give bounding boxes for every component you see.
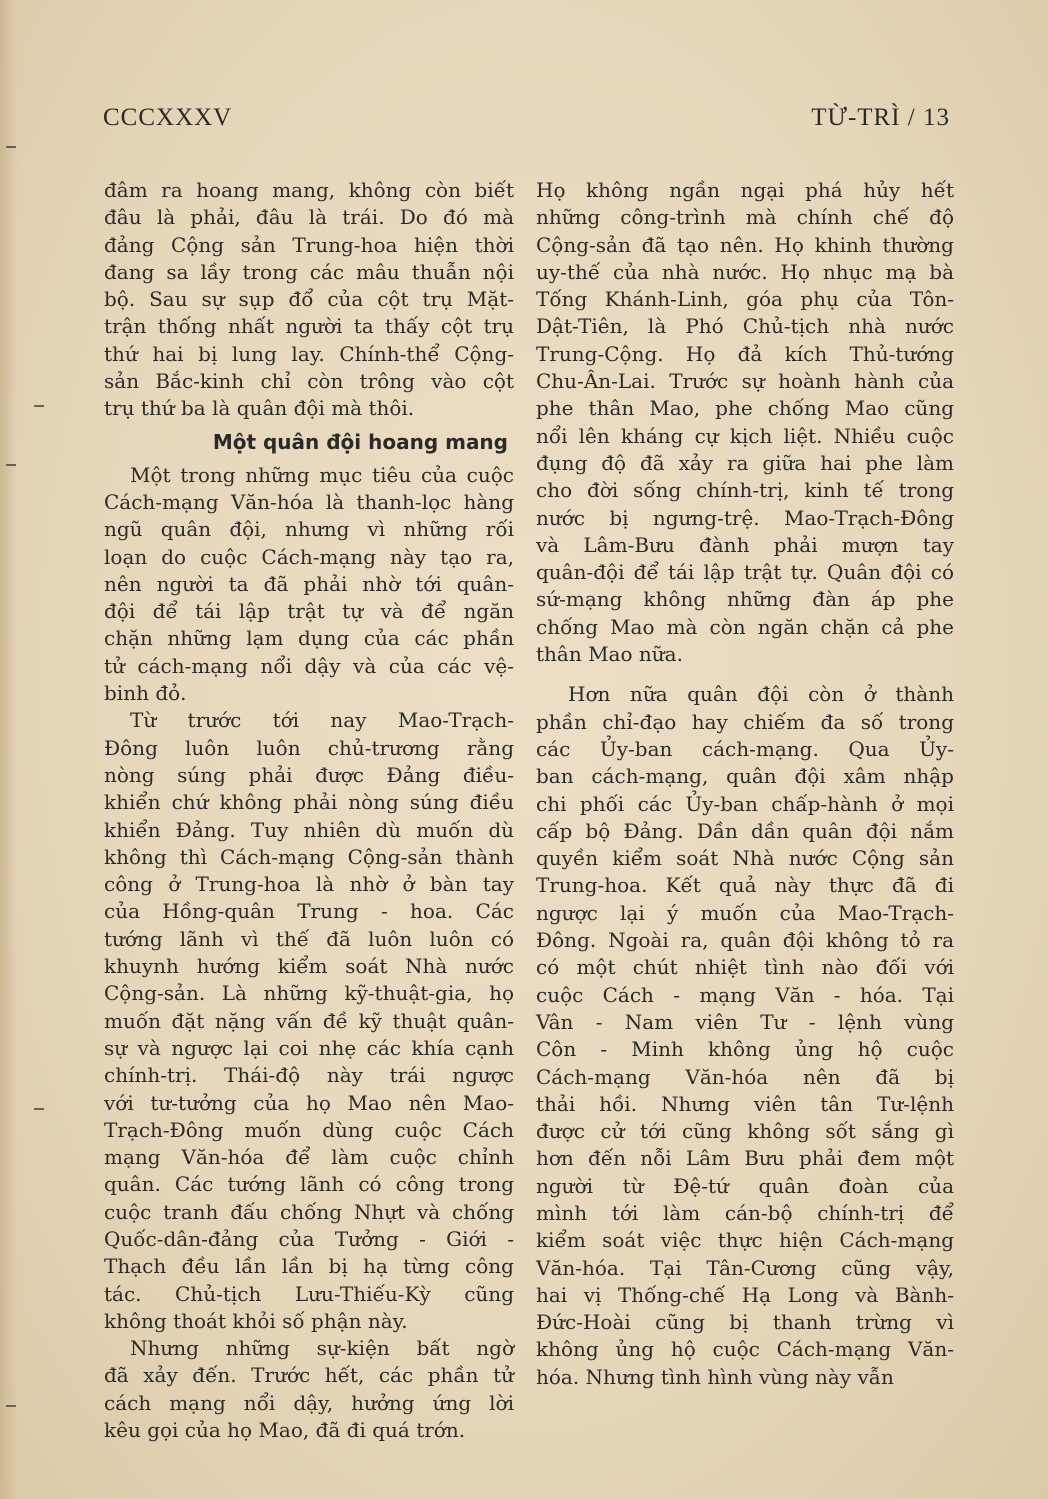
text-line: sản Bắc-kinh chỉ còn trông vào cột — [104, 369, 514, 394]
text-line: khiển chứ không phải nòng súng điều — [104, 790, 514, 815]
text-line: tử cách-mạng nổi dậy và của các vệ- — [104, 653, 514, 678]
text-line: loạn do cuộc Cách-mạng này tạo ra, — [104, 544, 514, 569]
text-line: chính-trị. Thái-độ này trái ngược — [104, 1063, 514, 1088]
text-line: các Ủy-ban cách-mạng. Qua Ủy- — [536, 736, 954, 761]
text-line: hơn đến nỗi Lâm Bưu phải đem một — [536, 1146, 954, 1171]
text-line: Thạch đều lần lần bị hạ từng công — [104, 1254, 514, 1279]
text-line: nổi lên kháng cự kịch liệt. Nhiều cuộc — [536, 423, 954, 448]
text-line: binh đỏ. — [104, 681, 187, 706]
margin-mark — [6, 1405, 16, 1407]
text-line: mạng Văn-hóa để làm cuộc chỉnh — [104, 1145, 514, 1170]
text-line: Tống Khánh-Linh, góa phụ của Tôn- — [536, 287, 954, 312]
text-line: sứ-mạng không những đàn áp phe — [536, 587, 954, 612]
margin-mark — [34, 1108, 44, 1110]
text-line: người từ Đệ-tứ quân đoàn của — [536, 1173, 954, 1198]
text-line: Đức-Hoài cũng bị thanh trừng vì — [536, 1310, 954, 1335]
running-header — [103, 104, 950, 138]
page-edge-shadow — [0, 0, 18, 1499]
text-line: Văn-hóa. Tại Tân-Cương cũng vậy, — [536, 1255, 954, 1280]
text-line: thải hồi. Nhưng viên tân Tư-lệnh — [536, 1091, 954, 1116]
text-line: với tư-tưởng của họ Mao nên Mao- — [104, 1090, 514, 1115]
text-line: sự và ngược lại coi nhẹ các khía cạnh — [104, 1035, 514, 1060]
text-line: kiểm soát việc thực hiện Cách-mạng — [536, 1228, 954, 1253]
text-line: Cách-mạng Văn-hóa nên đã bị — [536, 1064, 954, 1089]
text-line: chi phối các Ủy-ban chấp-hành ở mọi — [536, 791, 954, 816]
text-line: Đông. Ngoài ra, quân đội không tỏ ra — [536, 928, 954, 953]
text-line: của Hồng-quân Trung - hoa. Các — [104, 899, 514, 924]
text-line: Hơn nữa quân đội còn ở thành — [568, 682, 954, 707]
text-line: công ở Trung-hoa là nhờ ở bàn tay — [104, 872, 514, 897]
text-line: kêu gọi của họ Mao, đã đi quá trớn. — [104, 1418, 466, 1443]
text-line: nòng súng phải được Đảng điều- — [104, 762, 514, 787]
text-line: phe thân Mao, phe chống Mao cũng — [536, 396, 954, 421]
text-line: Họ không ngần ngại phá hủy hết — [536, 178, 954, 202]
text-line: hóa. Nhưng tình hình vùng này vẫn — [536, 1364, 894, 1389]
chapter-number: CCCXXXV — [103, 104, 233, 131]
text-line: chống Mao mà còn ngăn chặn cả phe — [536, 614, 954, 639]
text-line: thân Mao nữa. — [536, 642, 683, 667]
text-line: đảng Cộng sản Trung-hoa hiện thời — [104, 232, 514, 257]
text-line: ngũ quân đội, nhưng vì những rối — [104, 517, 514, 542]
margin-mark — [6, 464, 16, 466]
text-line: quân. Các tướng lãnh có công trong — [104, 1172, 514, 1197]
text-line: đâm ra hoang mang, không còn biết — [104, 178, 514, 202]
text-line: trụ thứ ba là quân đội mà thôi. — [104, 396, 415, 421]
text-line: Vân - Nam viên Tư - lệnh vùng — [536, 1009, 954, 1034]
text-line: quân-đội để tái lập trật tự. Quân đội có — [536, 560, 954, 585]
text-line: cách mạng nổi dậy, hưởng ứng lời — [104, 1390, 514, 1415]
text-line: Côn - Minh không ủng hộ cuộc — [536, 1037, 954, 1062]
text-line: Trung-hoa. Kết quả này thực đã đi — [536, 873, 954, 898]
text-line: và Lâm-Bưu đành phải mượn tay — [536, 532, 954, 557]
text-line: khuynh hướng kiểm soát Nhà nước — [104, 954, 514, 979]
text-line: có một chút nhiệt tình nào đối với — [536, 955, 954, 980]
section-heading: Một quân đội hoang mang — [212, 429, 508, 454]
text-line: bộ. Sau sự sụp đổ của cột trụ Mặt- — [104, 287, 514, 312]
text-line: phần chỉ-đạo hay chiếm đa số trong — [536, 709, 954, 734]
text-line: nên người ta đã phải nhờ tới quân- — [104, 571, 514, 596]
text-line: Đông luôn luôn chủ-trương rằng — [104, 735, 514, 760]
left-column — [104, 177, 514, 1444]
text-line: cấp bộ Đảng. Dần dần quân đội nắm — [536, 818, 954, 843]
text-line: uy-thế của nhà nước. Họ nhục mạ bà — [536, 259, 954, 284]
text-line: cho đời sống chính-trị, kinh tế trong — [536, 478, 954, 503]
text-line: chặn những lạm dụng của các phần — [104, 626, 514, 651]
text-line: thứ hai bị lung lay. Chính-thể Cộng- — [104, 341, 514, 366]
text-line: mình tới làm cán-bộ chính-trị để — [536, 1200, 954, 1225]
text-line: đâu là phải, đâu là trái. Do đó mà — [104, 205, 514, 230]
margin-mark — [34, 405, 44, 407]
text-line: Trạch-Đông muốn dùng cuộc Cách — [104, 1117, 514, 1142]
text-line: cuộc Cách - mạng Văn - hóa. Tại — [536, 982, 954, 1007]
text-line: khiển Đảng. Tuy nhiên dù muốn dù — [104, 817, 514, 842]
text-line: đã xảy đến. Trước hết, các phần tử — [104, 1363, 514, 1388]
text-line: cuộc tranh đấu chống Nhựt và chống — [104, 1199, 514, 1224]
text-line: không thì Cách-mạng Cộng-sản thành — [104, 844, 514, 869]
text-line: Cộng-sản đã tạo nên. Họ khinh thường — [536, 232, 954, 257]
text-line: nước bị ngưng-trệ. Mao-Trạch-Đông — [536, 505, 954, 530]
text-line: Quốc-dân-đảng của Tưởng - Giới - — [104, 1226, 514, 1251]
text-line: Từ trước tới nay Mao-Trạch- — [130, 708, 514, 733]
text-line: đội để tái lập trật tự và để ngăn — [104, 599, 514, 624]
text-line: quyền kiểm soát Nhà nước Cộng sản — [536, 846, 954, 871]
text-line: Chu-Ân-Lai. Trước sự hoành hành của — [536, 369, 954, 394]
text-line: Trung-Cộng. Họ đả kích Thủ-tướng — [536, 341, 954, 366]
text-line: không ủng hộ cuộc Cách-mạng Văn- — [536, 1337, 954, 1362]
text-line: Cộng-sản. Là những kỹ-thuật-gia, họ — [104, 981, 514, 1006]
text-line: Cách-mạng Văn-hóa là thanh-lọc hàng — [104, 489, 514, 514]
text-line: được cử tới cũng không sốt sắng gì — [536, 1119, 954, 1144]
text-line: Một trong những mục tiêu của cuộc — [130, 462, 514, 487]
text-line: ngược lại ý muốn của Mao-Trạch- — [536, 900, 954, 925]
text-line: tác. Chủ-tịch Lưu-Thiếu-Kỳ cũng — [104, 1281, 514, 1306]
text-line: Nhưng những sự-kiện bất ngờ — [130, 1336, 514, 1361]
text-line: muốn đặt nặng vấn đề kỹ thuật quân- — [104, 1008, 514, 1033]
text-line: ban cách-mạng, quân đội xâm nhập — [536, 764, 954, 789]
right-column — [536, 177, 954, 1391]
text-line: đang sa lầy trong các mâu thuẫn nội — [104, 259, 514, 284]
text-line: trận thống nhất người ta thấy cột trụ — [104, 314, 514, 339]
text-line: hai vị Thống-chế Hạ Long và Bành- — [536, 1282, 954, 1307]
margin-mark — [6, 146, 16, 148]
text-line: những công-trình mà chính chế độ — [536, 205, 954, 230]
text-line: không thoát khỏi số phận này. — [104, 1308, 408, 1333]
text-line: tướng lãnh vì thế đã luôn luôn có — [104, 926, 514, 951]
page-title-number: TỪ-TRÌ / 13 — [811, 104, 950, 131]
text-line: Dật-Tiên, là Phó Chủ-tịch nhà nước — [536, 314, 954, 339]
text-line: đụng độ đã xảy ra giữa hai phe làm — [536, 450, 954, 475]
